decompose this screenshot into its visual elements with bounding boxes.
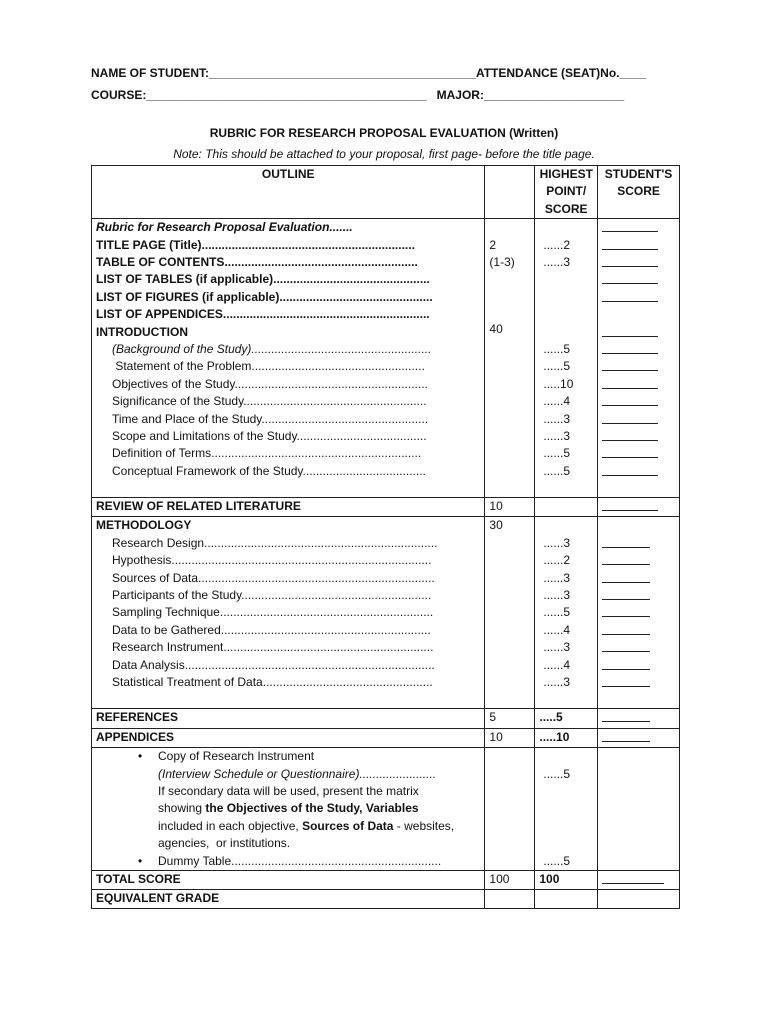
grade-student-blank[interactable] bbox=[598, 890, 680, 908]
methodology-points: 30 bbox=[489, 518, 503, 533]
score-blank[interactable] bbox=[602, 587, 650, 600]
score-blank[interactable] bbox=[602, 604, 650, 617]
methodology-student-scores bbox=[598, 517, 680, 709]
score-blank[interactable] bbox=[602, 498, 658, 511]
rubric-title: RUBRIC FOR RESEARCH PROPOSAL EVALUATION (Written) bbox=[209, 126, 559, 140]
appendices-student-score bbox=[598, 728, 680, 747]
score-blank[interactable] bbox=[602, 570, 650, 583]
score-blank[interactable] bbox=[602, 376, 658, 389]
appendices-score: .....10 bbox=[535, 728, 598, 747]
methodology-label: METHODOLOGY bbox=[96, 518, 192, 533]
references-row bbox=[92, 709, 680, 728]
total-score-row bbox=[92, 870, 680, 889]
score-blank[interactable] bbox=[602, 445, 658, 458]
rrl-highest-blank bbox=[535, 498, 598, 517]
references-label: REFERENCES bbox=[92, 709, 485, 728]
equivalent-grade-row bbox=[92, 890, 680, 908]
list-of-figures-item: LIST OF FIGURES (if applicable).............................................. bbox=[96, 289, 433, 304]
student-name-attendance-line[interactable]: NAME OF STUDENT:________________________________________ATTENDANCE (SEAT)No.____ bbox=[91, 66, 647, 80]
toc-points: (1-3) bbox=[489, 255, 515, 269]
equivalent-grade-label: EQUIVALENT GRADE bbox=[92, 890, 485, 908]
methodology-outline bbox=[92, 517, 485, 709]
front-matter-highest-scores bbox=[535, 219, 598, 498]
methodology-highest-scores bbox=[535, 517, 598, 709]
title-page-score: ......2 bbox=[543, 237, 571, 252]
intro-subitem-score: ......4 bbox=[543, 394, 571, 409]
methodology-score: ......3 bbox=[543, 675, 571, 689]
methodology-row bbox=[92, 517, 680, 709]
title-page-points: 2 bbox=[489, 237, 497, 252]
intro-subitem-score: ......5 bbox=[543, 446, 571, 461]
methodology-subitem: Sampling Technique................................................................ bbox=[112, 605, 434, 620]
table-header-row bbox=[92, 166, 680, 219]
appendices-label: APPENDICES bbox=[92, 728, 485, 747]
introduction-points: 40 bbox=[489, 321, 503, 336]
score-blank[interactable] bbox=[602, 271, 658, 284]
highest-header-l3: SCORE bbox=[544, 201, 588, 216]
appendices-points: 10 bbox=[485, 728, 535, 747]
bullet-icon: • bbox=[138, 749, 143, 764]
score-blank[interactable] bbox=[602, 289, 658, 302]
research-instrument-copy: Copy of Research Instrument bbox=[158, 749, 315, 764]
rrl-row bbox=[92, 498, 680, 517]
score-blank[interactable] bbox=[602, 729, 650, 742]
intro-subitem-score: ......5 bbox=[543, 359, 571, 374]
score-blank[interactable] bbox=[602, 358, 658, 371]
highest-score-header bbox=[535, 166, 598, 219]
intro-subitem: (Background of the Study)...................................................... bbox=[112, 341, 432, 356]
score-blank[interactable] bbox=[602, 535, 650, 548]
secondary-data-line4: agencies, or institutions. bbox=[158, 836, 291, 851]
intro-subitem: Definition of Terms............................................................... bbox=[112, 446, 422, 461]
secondary-data-line2 bbox=[96, 800, 480, 817]
score-blank[interactable] bbox=[602, 871, 664, 884]
score-blank[interactable] bbox=[602, 341, 658, 354]
secondary-l2-text: showing bbox=[158, 801, 206, 816]
methodology-score: ......3 bbox=[543, 535, 571, 550]
score-blank[interactable] bbox=[602, 237, 658, 250]
introduction-item: INTRODUCTION bbox=[96, 324, 188, 339]
course-major-line[interactable]: COURSE:__________________________________________ MAJOR:_____________________ bbox=[91, 88, 625, 102]
score-blank[interactable] bbox=[602, 657, 650, 670]
grade-points-blank bbox=[485, 890, 535, 908]
secondary-l3-text: included in each objective, bbox=[158, 818, 303, 833]
methodology-score: ......3 bbox=[543, 588, 571, 603]
title-page-item: TITLE PAGE (Title)................................................................ bbox=[96, 237, 415, 252]
intro-subitem-score: ......5 bbox=[543, 463, 571, 478]
secondary-l3-bold: Sources of Data bbox=[302, 818, 394, 833]
methodology-score: ......4 bbox=[543, 657, 571, 672]
methodology-subitem: Hypothesis.............................................................................. bbox=[112, 553, 432, 568]
total-highest-score: 100 bbox=[535, 870, 598, 889]
highest-header-l1: HIGHEST bbox=[539, 167, 593, 181]
methodology-subitem: Sources of Data....................................................................... bbox=[112, 570, 435, 585]
methodology-subitem: Data to be Gathered............................................................... bbox=[112, 622, 431, 637]
grade-highest-blank bbox=[535, 890, 598, 908]
secondary-l3-tail: - websites, bbox=[393, 818, 455, 833]
secondary-l2-bold: the Objectives of the Study, Variables bbox=[205, 801, 419, 816]
rrl-label: REVIEW OF RELATED LITERATURE bbox=[92, 498, 485, 517]
score-blank[interactable] bbox=[602, 393, 658, 406]
appendix-detail-scores bbox=[535, 748, 598, 871]
methodology-score: ......5 bbox=[543, 605, 571, 620]
dummy-table-item: Dummy Table............................................................... bbox=[158, 853, 442, 868]
student-header-l2: SCORE bbox=[617, 184, 660, 199]
bullet-item bbox=[96, 853, 480, 870]
bullet-item bbox=[96, 748, 480, 765]
appendix-detail-outline bbox=[92, 748, 485, 871]
score-blank[interactable] bbox=[602, 674, 650, 687]
score-blank[interactable] bbox=[602, 254, 658, 267]
total-score-label: TOTAL SCORE bbox=[92, 870, 485, 889]
interview-schedule-note: (Interview Schedule or Questionnaire)....................... bbox=[158, 766, 437, 781]
secondary-data-line3 bbox=[96, 818, 480, 835]
appendix-detail-row bbox=[92, 748, 680, 871]
intro-subitem-score: .....10 bbox=[543, 376, 574, 391]
intro-subitem-score: ......3 bbox=[543, 411, 571, 426]
intro-subitem-score: ......3 bbox=[543, 428, 571, 443]
front-matter-outline bbox=[92, 219, 485, 498]
methodology-score: ......3 bbox=[543, 640, 571, 655]
intro-subitem: Scope and Limitations of the Study....................................... bbox=[112, 428, 427, 443]
score-blank[interactable] bbox=[602, 411, 658, 424]
appendices-row bbox=[92, 728, 680, 747]
methodology-score: ......4 bbox=[543, 622, 571, 637]
secondary-data-line1: If secondary data will be used, present the matrix bbox=[158, 783, 419, 798]
intro-subitem: Time and Place of the Study.................................................. bbox=[112, 411, 429, 426]
rrl-student-score bbox=[598, 498, 680, 517]
references-student-score bbox=[598, 709, 680, 728]
appendix-detail-points-blank bbox=[485, 748, 535, 871]
intro-subitem: Objectives of the Study.......................................................... bbox=[112, 376, 428, 391]
score-blank[interactable] bbox=[602, 219, 658, 232]
score-blank[interactable] bbox=[602, 639, 650, 652]
score-blank[interactable] bbox=[602, 428, 658, 441]
toc-score: ......3 bbox=[543, 255, 571, 269]
methodology-subitem: Statistical Treatment of Data................................................... bbox=[112, 675, 433, 689]
score-blank[interactable] bbox=[602, 622, 650, 635]
outline-header: OUTLINE bbox=[92, 166, 485, 219]
references-points: 5 bbox=[485, 709, 535, 728]
score-blank[interactable] bbox=[602, 463, 658, 476]
methodology-subitem: Research Design...................................................................... bbox=[112, 535, 438, 550]
front-matter-points bbox=[485, 219, 535, 498]
intro-subitem: Conceptual Framework of the Study..................................... bbox=[112, 463, 426, 478]
student-header-l1: STUDENT'S bbox=[604, 167, 673, 181]
methodology-subitem: Research Instrument............................................................... bbox=[112, 640, 434, 655]
front-matter-introduction-row bbox=[92, 219, 680, 498]
rubric-label: Rubric for Research Proposal Evaluation....... bbox=[96, 220, 353, 235]
attachment-note: Note: This should be attached to your proposal, first page- before the title page. bbox=[173, 147, 595, 161]
total-student-score bbox=[598, 870, 680, 889]
intro-subitem: Statement of the Problem.................................................... bbox=[112, 359, 425, 374]
highest-header-l2: POINT/ bbox=[546, 184, 587, 199]
methodology-subitem: Participants of the Study......................................................... bbox=[112, 588, 432, 603]
appendix-detail-student-blank bbox=[598, 748, 680, 871]
front-matter-student-scores bbox=[598, 219, 680, 498]
points-header-blank bbox=[485, 166, 535, 219]
total-points: 100 bbox=[485, 870, 535, 889]
score-blank[interactable] bbox=[602, 552, 650, 565]
toc-item: TABLE OF CONTENTS.......................................................... bbox=[96, 255, 418, 269]
methodology-points-cell bbox=[485, 517, 535, 709]
list-of-appendices-item: LIST OF APPENDICES.............................................................. bbox=[96, 307, 430, 322]
references-score: .....5 bbox=[535, 709, 598, 728]
intro-subitem: Significance of the Study....................................................... bbox=[112, 394, 427, 409]
methodology-score: ......2 bbox=[543, 553, 571, 568]
score-blank[interactable] bbox=[602, 324, 658, 337]
bullet-icon: • bbox=[138, 853, 143, 868]
student-score-header bbox=[598, 166, 680, 219]
score-blank[interactable] bbox=[602, 709, 650, 722]
list-of-tables-item: LIST OF TABLES (if applicable)............................................... bbox=[96, 272, 430, 287]
rrl-points: 10 bbox=[485, 498, 535, 517]
methodology-score: ......3 bbox=[543, 570, 571, 585]
dummy-table-score: ......5 bbox=[543, 853, 571, 868]
intro-subitem-score: ......5 bbox=[543, 341, 571, 356]
instrument-score: ......5 bbox=[543, 766, 571, 781]
methodology-subitem: Data Analysis........................................................................... bbox=[112, 657, 435, 672]
rubric-table bbox=[91, 165, 680, 909]
